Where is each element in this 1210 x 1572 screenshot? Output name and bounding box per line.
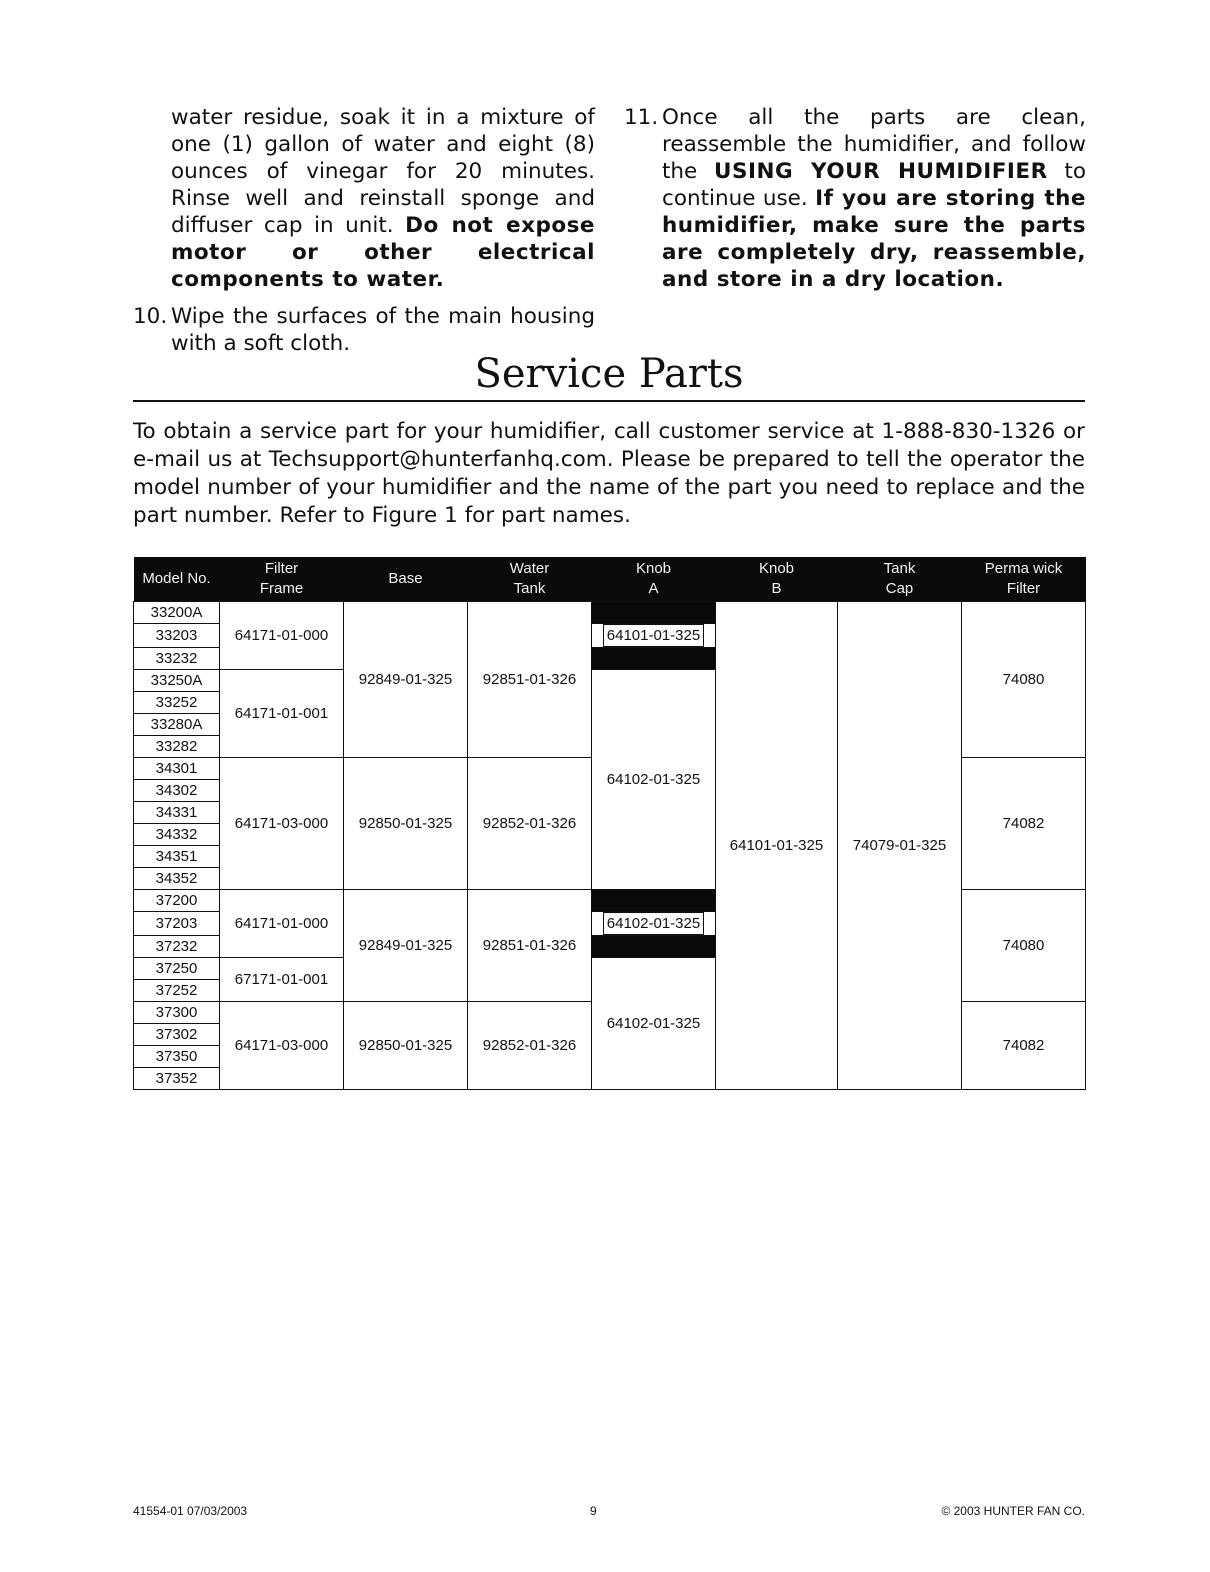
- header-knob-a-line1: Knob: [635, 560, 672, 577]
- header-tank-cap-line1: Tank: [883, 560, 916, 577]
- model-cell: 37302: [134, 1024, 220, 1046]
- model-cell: 34301: [134, 758, 220, 780]
- model-cell: 33232: [134, 648, 220, 670]
- header-model: Model No.: [134, 557, 220, 602]
- knob-a-cell: [592, 624, 716, 648]
- footer-copyright: © 2003 HUNTER FAN CO.: [941, 1504, 1085, 1518]
- intro-paragraph: To obtain a service part for your humidifier, call customer service at 1-888-830-1326 or e-mail us at Techsupport@hunterfanhq.com. Please be prepared to tell the operator the model number of your humidifier and the name of the part you need to replace and the part number. Refer to Figure 1 for part names.: [133, 419, 1085, 528]
- section-title: Service Parts: [474, 351, 744, 397]
- header-water-tank-line2: Tank: [513, 580, 546, 597]
- knob-a-band: [592, 890, 716, 912]
- water-tank-cell: 92851-01-326: [468, 602, 592, 758]
- footer-page-number: 9: [590, 1504, 597, 1518]
- header-base: Base: [344, 557, 468, 602]
- step11-section-ref: USING YOUR HUMIDIFIER: [714, 159, 1048, 184]
- knob-a-cell: 64102-01-325: [592, 958, 716, 1090]
- step10: [133, 303, 595, 357]
- filter-frame-cell: 64171-01-001: [220, 670, 344, 758]
- model-cell: 34332: [134, 824, 220, 846]
- step11-text: [662, 104, 1086, 293]
- header-tank-cap: [838, 557, 962, 602]
- section-rule: [133, 400, 1085, 402]
- filter-frame-cell: 64171-01-000: [220, 602, 344, 670]
- model-cell: 33280A: [134, 714, 220, 736]
- model-cell: 37300: [134, 1002, 220, 1024]
- filter-frame-cell: 64171-03-000: [220, 758, 344, 890]
- footer-doc-number: 41554-01 07/03/2003: [133, 1504, 248, 1518]
- model-cell: 34351: [134, 846, 220, 868]
- header-filter-frame-line2: Frame: [259, 580, 304, 597]
- header-tank-cap-line2: Cap: [885, 580, 914, 597]
- knob-a-cell: [592, 912, 716, 936]
- knob-a-value: 64102-01-325: [603, 912, 704, 935]
- filter-frame-cell: 64171-01-000: [220, 890, 344, 958]
- header-perma-wick: [962, 557, 1086, 602]
- filter-frame-cell: 64171-03-000: [220, 1002, 344, 1090]
- header-perma-wick-line2: Filter: [1006, 580, 1041, 597]
- model-cell: 34331: [134, 802, 220, 824]
- header-filter-frame-line1: Filter: [264, 560, 299, 577]
- model-cell: 37250: [134, 958, 220, 980]
- service-parts-table: [133, 557, 1086, 1090]
- step9-text: water residue, soak it in a mixture of one (1) gallon of water and eight (8) ounces of vinegar for 20 minutes. Rinse well and reinstall sponge and diffuser cap in unit.: [171, 105, 595, 238]
- model-cell: 37203: [134, 912, 220, 936]
- knob-a-band: [592, 648, 716, 670]
- water-tank-cell: 92852-01-326: [468, 1002, 592, 1090]
- water-tank-cell: 92852-01-326: [468, 758, 592, 890]
- model-cell: 33282: [134, 736, 220, 758]
- header-knob-b: [716, 557, 838, 602]
- model-cell: 33252: [134, 692, 220, 714]
- right-column: [624, 104, 1086, 293]
- knob-a-band: [592, 936, 716, 958]
- knob-a-value: 64101-01-325: [603, 624, 704, 647]
- base-cell: 92850-01-325: [344, 758, 468, 890]
- perma-wick-cell: 74082: [962, 758, 1086, 890]
- model-cell: 34352: [134, 868, 220, 890]
- header-knob-a: [592, 557, 716, 602]
- table-row: [134, 602, 1086, 624]
- water-tank-cell: 92851-01-326: [468, 890, 592, 1002]
- step9-continuation: [133, 104, 595, 293]
- model-cell: 34302: [134, 780, 220, 802]
- base-cell: 92850-01-325: [344, 1002, 468, 1090]
- header-water-tank-line1: Water: [509, 560, 550, 577]
- header-knob-a-line2: A: [648, 580, 659, 597]
- step11-number: 11.: [624, 105, 659, 130]
- base-cell: 92849-01-325: [344, 602, 468, 758]
- knob-b-cell: 64101-01-325: [716, 602, 838, 1090]
- perma-wick-cell: 74080: [962, 890, 1086, 1002]
- left-column: [133, 104, 595, 357]
- header-knob-b-line2: B: [771, 580, 782, 597]
- step11: [624, 104, 1086, 293]
- model-cell: 33250A: [134, 670, 220, 692]
- knob-a-band: [592, 602, 716, 624]
- step11-text-b: to continue use.: [662, 159, 1086, 211]
- model-cell: 33203: [134, 624, 220, 648]
- step10-number: 10.: [133, 304, 168, 329]
- model-cell: 33200A: [134, 602, 220, 624]
- perma-wick-cell: 74082: [962, 1002, 1086, 1090]
- model-cell: 37200: [134, 890, 220, 912]
- filter-frame-cell: 67171-01-001: [220, 958, 344, 1002]
- perma-wick-cell: 74080: [962, 602, 1086, 758]
- step11-text-a: Once all the parts are clean, reassemble the humidifier, and follow the: [662, 105, 1086, 184]
- tank-cap-cell: 74079-01-325: [838, 602, 962, 1090]
- step9-warning: Do not expose motor or other electrical components to water.: [171, 213, 595, 292]
- knob-a-cell: 64102-01-325: [592, 670, 716, 890]
- model-cell: 37252: [134, 980, 220, 1002]
- table-header-row: [134, 557, 1086, 602]
- header-filter-frame: [220, 557, 344, 602]
- step11-storage-note: If you are storing the humidifier, make sure the parts are completely dry, reassemble, and store in a dry location.: [662, 186, 1086, 292]
- model-cell: 37352: [134, 1068, 220, 1090]
- model-cell: 37350: [134, 1046, 220, 1068]
- header-water-tank: [468, 557, 592, 602]
- base-cell: 92849-01-325: [344, 890, 468, 1002]
- header-knob-b-line1: Knob: [758, 560, 795, 577]
- header-perma-wick-line1: Perma wick: [984, 560, 1063, 577]
- step10-text: Wipe the surfaces of the main housing with a soft cloth.: [171, 304, 595, 356]
- model-cell: 37232: [134, 936, 220, 958]
